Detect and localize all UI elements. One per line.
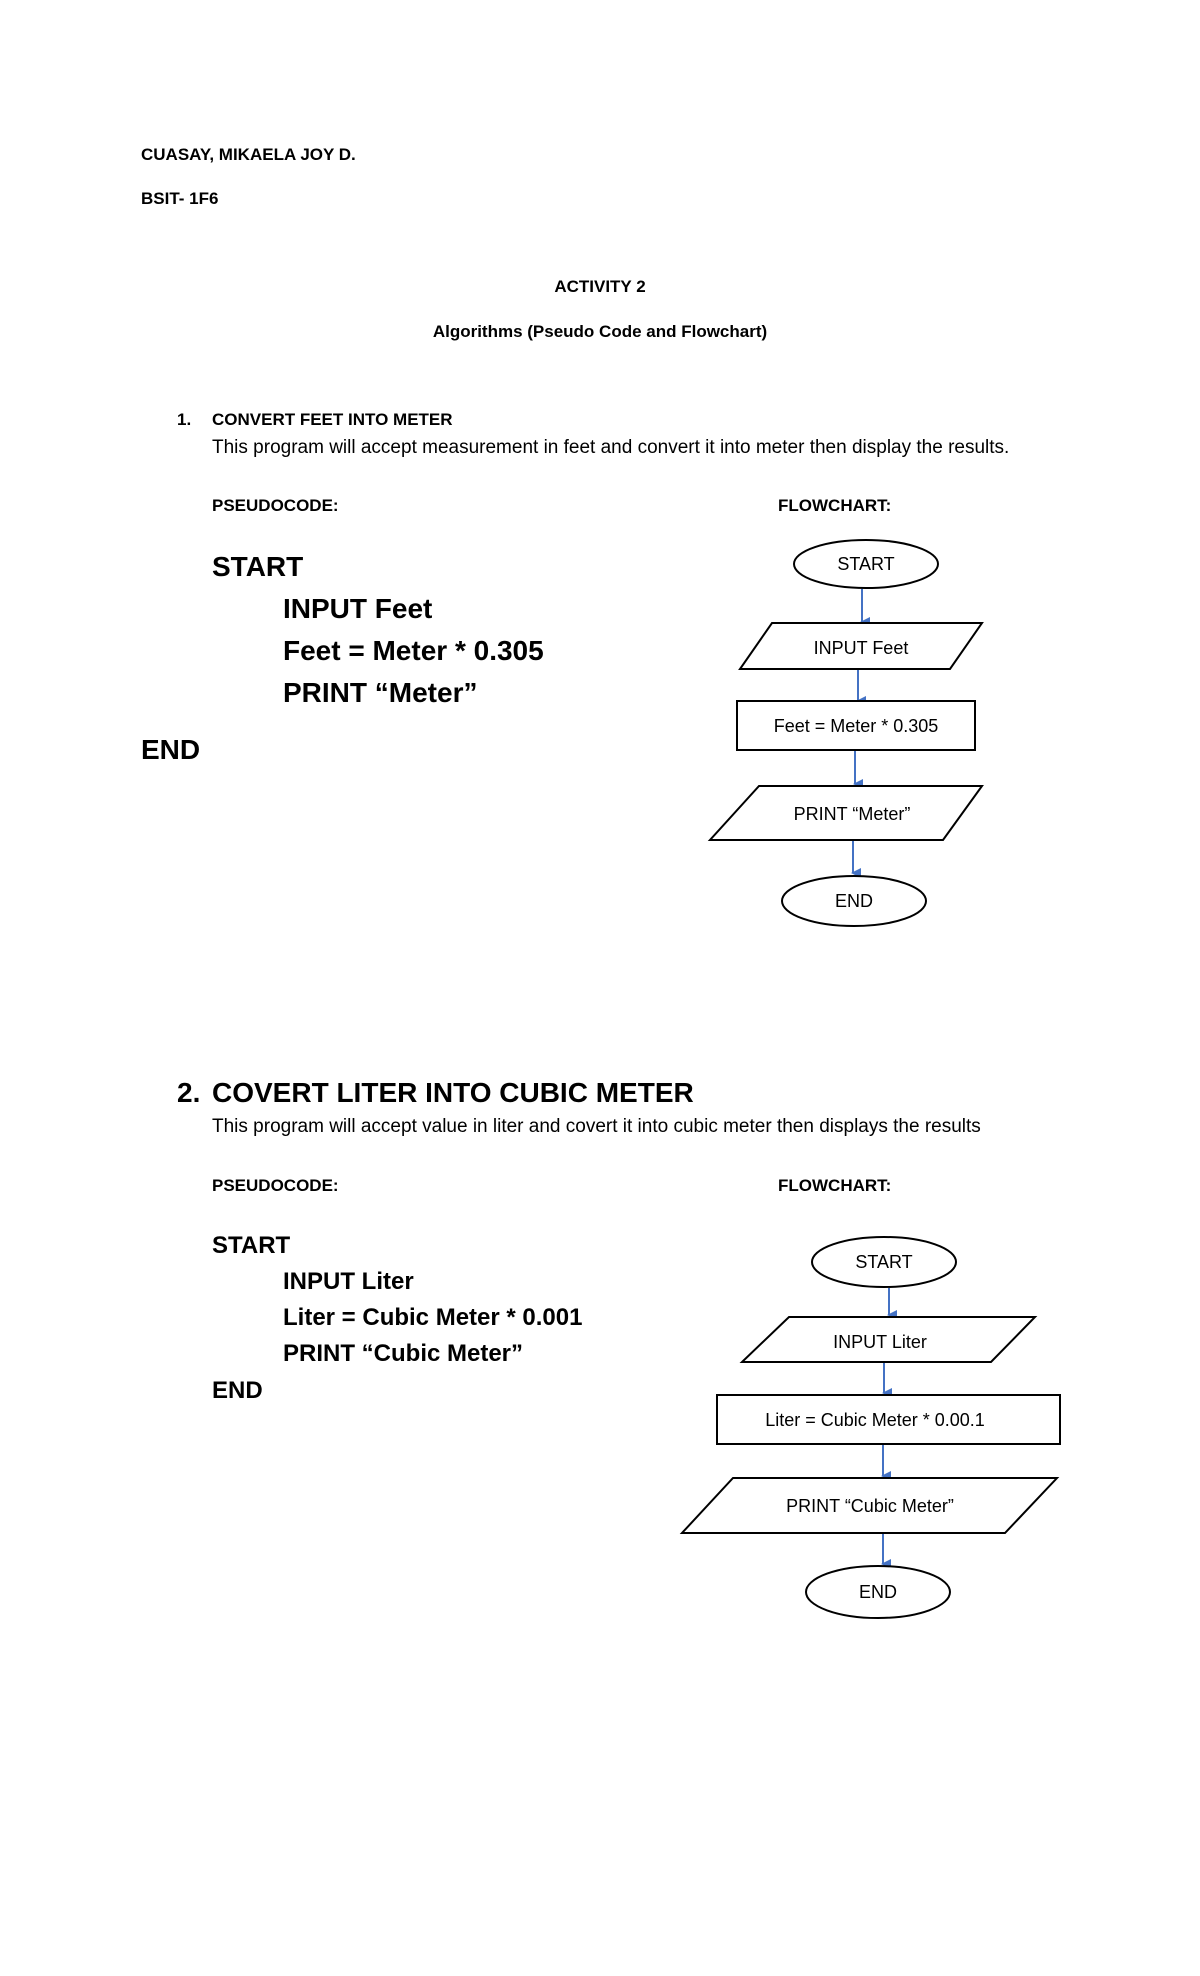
student-section: BSIT- 1F6 <box>141 189 219 208</box>
flowchart-1-end-label: END <box>834 891 874 911</box>
flowchart-1-start-label: START <box>837 554 895 574</box>
flowchart-2-process-label: Liter = Cubic Meter * 0.00.1 <box>765 1410 985 1430</box>
activity-subtitle: Algorithms (Pseudo Code and Flowchart) <box>432 322 768 341</box>
problem-1-pseudo-end: END <box>141 734 201 765</box>
flowchart-2-end-label: END <box>858 1582 898 1602</box>
problem-2-description: This program will accept value in liter and covert it into cubic meter then displays the results <box>212 1116 981 1137</box>
flowchart-1-process-label: Feet = Meter * 0.305 <box>773 716 939 736</box>
activity-title: ACTIVITY 2 <box>554 277 646 296</box>
problem-1-pseudo-line: PRINT “Meter” <box>283 677 478 708</box>
problem-2-flowchart-label: FLOWCHART: <box>778 1176 892 1195</box>
problem-1-number: 1. <box>177 410 192 429</box>
problem-1-pseudo-line: INPUT Feet <box>283 593 433 624</box>
problem-2-pseudo-line: Liter = Cubic Meter * 0.001 <box>283 1304 583 1331</box>
problem-1-description: This program will accept measurement in feet and convert it into meter then display the results. <box>212 437 1010 458</box>
problem-2-heading: COVERT LITER INTO CUBIC METER <box>212 1077 694 1108</box>
problem-2-pseudo-line: PRINT “Cubic Meter” <box>283 1340 524 1367</box>
problem-1-flowchart-label: FLOWCHART: <box>778 496 892 515</box>
problem-1-heading: CONVERT FEET INTO METER <box>212 410 453 429</box>
problem-2-pseudo-line: INPUT Liter <box>283 1268 414 1295</box>
flowchart-2-output-label: PRINT “Cubic Meter” <box>786 1496 954 1516</box>
problem-2-pseudo-start: START <box>212 1232 291 1259</box>
flowchart-2-start-label: START <box>855 1252 913 1272</box>
flowchart-2-input-label: INPUT Liter <box>833 1332 927 1352</box>
problem-2-pseudo-end: END <box>212 1377 263 1404</box>
problem-1-pseudo-line: Feet = Meter * 0.305 <box>283 635 544 666</box>
problem-2-pseudocode-label: PSEUDOCODE: <box>212 1176 339 1195</box>
student-name: CUASAY, MIKAELA JOY D. <box>141 145 356 164</box>
flowchart-1-output-label: PRINT “Meter” <box>793 804 911 824</box>
flowchart-1-input-label: INPUT Feet <box>813 638 909 658</box>
problem-2-number: 2. <box>177 1077 201 1108</box>
problem-1-pseudo-start: START <box>212 551 304 582</box>
problem-1-pseudocode-label: PSEUDOCODE: <box>212 496 339 515</box>
